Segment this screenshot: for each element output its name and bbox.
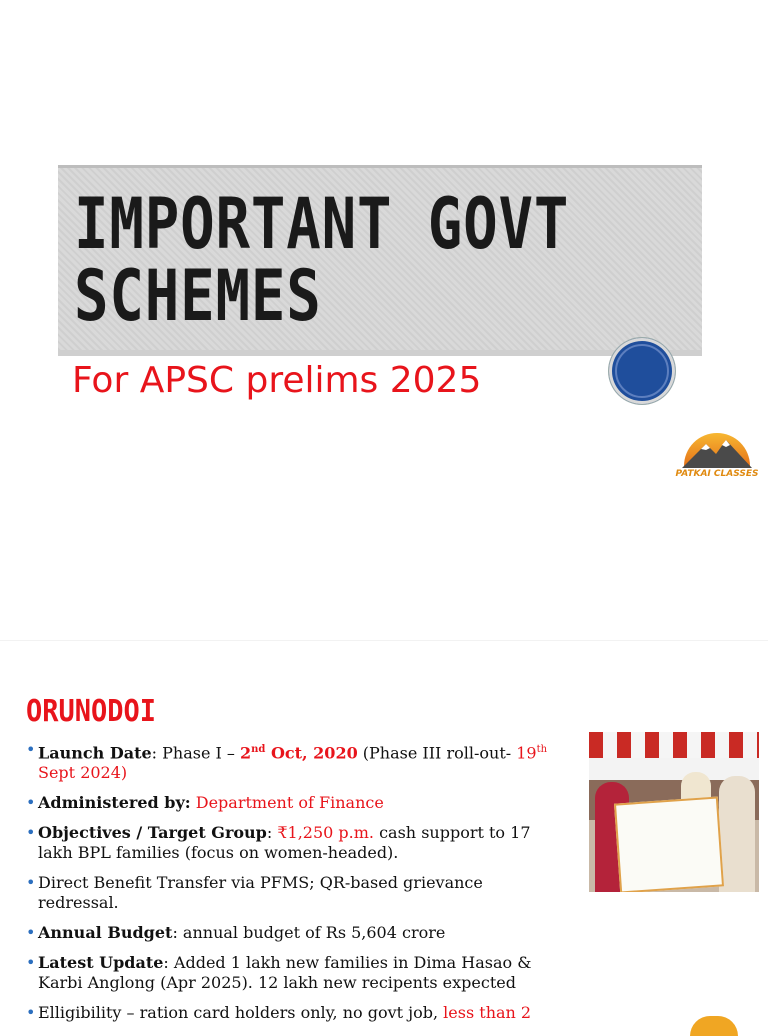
bullet-text: cash support to 17 lakh BPL families (focus on women-headed). (38, 823, 531, 863)
bullet-text: th (536, 744, 548, 755)
scheme-bullet-item (26, 873, 566, 913)
bullet-text: 2 (239, 743, 252, 763)
bullet-text: Objectives / Target Group (38, 823, 267, 843)
bullet-text: : Phase I – (151, 743, 240, 763)
slide-title-line-1: IMPORTANT GOVT (74, 183, 570, 265)
title-divider (58, 350, 702, 356)
scheme-title: ORUNODOI (26, 694, 157, 729)
bullet-text: Department of Finance (195, 793, 384, 813)
photo-certificate (614, 796, 724, 892)
bullet-text: : Added 1 lakh new families in Dima Hasao & Karbi Anglong (Apr 2025). 12 lakh new recipents expected (38, 953, 532, 993)
bullet-text: less than 2 (443, 1003, 532, 1023)
bullet-text: 19 (516, 743, 537, 763)
slide-title (74, 183, 570, 337)
logo-text: PATKAI CLASSES (675, 469, 759, 479)
bullet-text: Elligibility – ration card holders only, no govt job, (38, 1003, 444, 1023)
bullet-text: : (266, 823, 278, 843)
scheme-bullet-item (26, 923, 566, 943)
decorative-circle-icon (609, 338, 675, 404)
scheme-launch-photo (589, 732, 759, 892)
scheme-bullet-item (26, 1003, 566, 1023)
bullet-text: ₹1,250 p.m. (277, 823, 374, 843)
bullet-text: Direct Benefit Transfer via PFMS; QR-based grievance redressal. (38, 873, 483, 913)
photo-person (719, 776, 755, 892)
scheme-bullet-item (26, 740, 566, 783)
bullet-text: Latest Update (38, 953, 164, 973)
bullet-text: (Phase III roll-out- (357, 743, 517, 763)
bullet-text: Annual Budget (38, 923, 173, 943)
patkai-classes-logo (672, 422, 762, 492)
slide-title-line-2: SCHEMES (74, 255, 322, 337)
slide-separator (0, 640, 768, 641)
scheme-bullet-item (26, 953, 566, 993)
scheme-bullet-item (26, 793, 566, 813)
bullet-text: Sept 2024) (38, 763, 128, 783)
mountain-icon (672, 422, 762, 472)
scheme-details-list (26, 740, 566, 1033)
bullet-text: Oct, 2020 (265, 743, 358, 763)
bullet-text: Launch Date (38, 743, 152, 763)
bullet-text: : annual budget of Rs 5,604 crore (172, 923, 446, 943)
title-banner (58, 165, 702, 350)
bullet-text: Administered by: (38, 793, 191, 813)
bullet-text: nd (251, 744, 266, 755)
scheme-bullet-item (26, 823, 566, 863)
slide-subtitle: For APSC prelims 2025 (72, 360, 482, 401)
photo-canopy (589, 732, 759, 758)
